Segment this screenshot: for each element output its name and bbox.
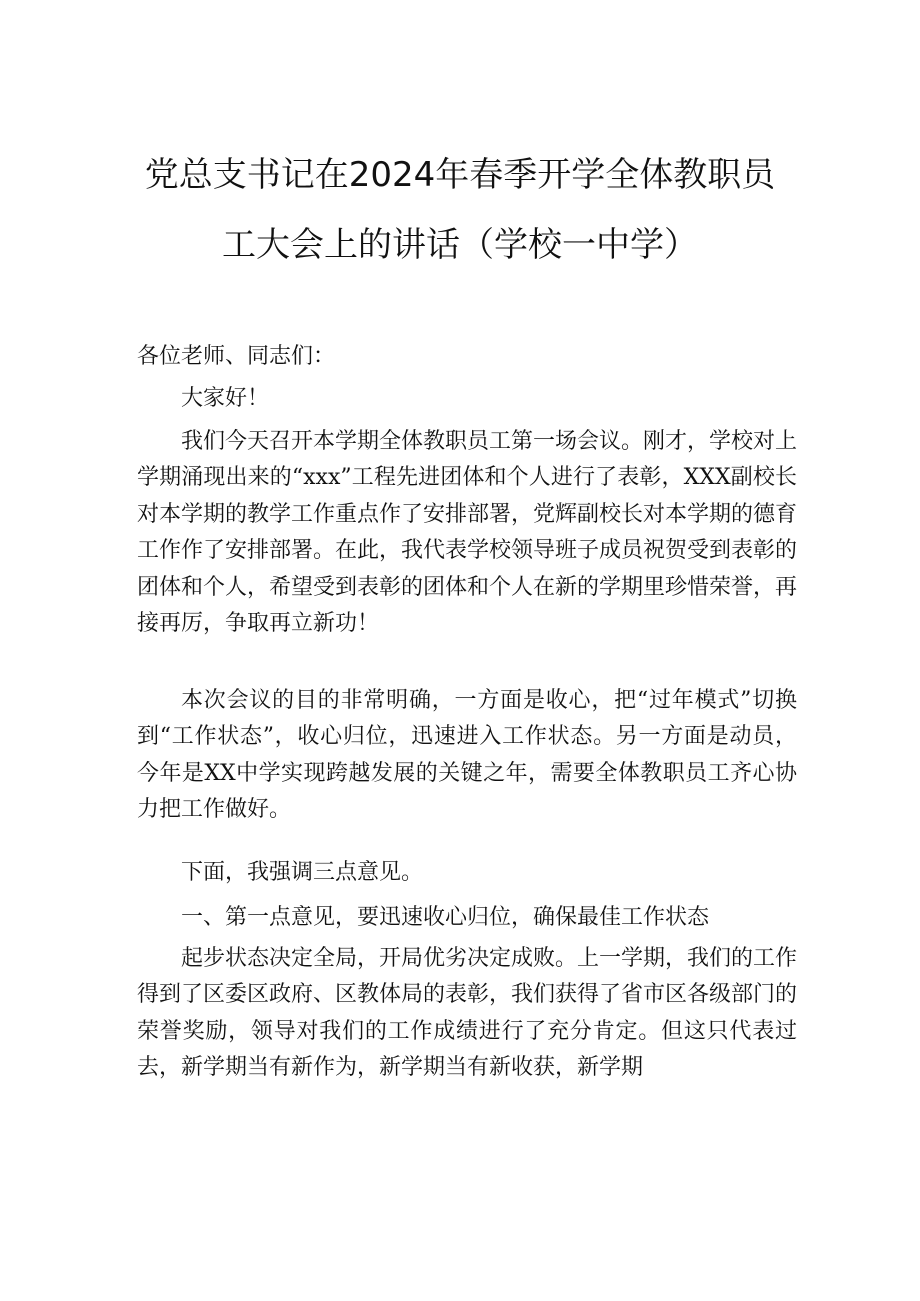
paragraph-opening: 我们今天召开本学期全体教职员工第一场会议。刚才，学校对上学期涌现出来的“xxx”工程先进团体和个人进行了表彰，XXX副校长对本学期的教学工作重点作了安排部署，党辉副校长对本学期的德育工作作了安排部署。在此，我代表学校领导班子成员祝贺受到表彰的团体和个人，希望受到表彰的团体和个人在新的学期里珍惜荣誉，再接再厉，争取再立新功！	[137, 429, 798, 637]
salutation: 各位老师、同志们：	[137, 344, 336, 369]
greeting: 大家好！	[181, 386, 270, 411]
document-title-line-2: 工大会上的讲话（学校一中学）	[222, 225, 698, 265]
paragraph-meeting-purpose: 本次会议的目的非常明确，一方面是收心，把“过年模式”切换到“工作状态”，收心归位，迅速进入工作状态。另一方面是动员，今年是XX中学实现跨越发展的关键之年，需要全体教职员工齐心协力把工作做好。	[137, 688, 797, 823]
paragraph-three-points: 下面，我强调三点意见。	[181, 860, 424, 885]
document-title-line-1: 党总支书记在2024年春季开学全体教职员	[144, 155, 776, 195]
section-heading-1: 一、第一点意见，要迅速收心归位，确保最佳工作状态	[181, 905, 710, 930]
paragraph-section-1: 起步状态决定全局，开局优劣决定成败。上一学期，我们的工作得到了区委区政府、区教体局的表彰，我们获得了省市区各级部门的荣誉奖励，领导对我们的工作成绩进行了充分肯定。但这只代表过去，新学期当有新作为，新学期当有新收获，新学期	[137, 946, 798, 1081]
